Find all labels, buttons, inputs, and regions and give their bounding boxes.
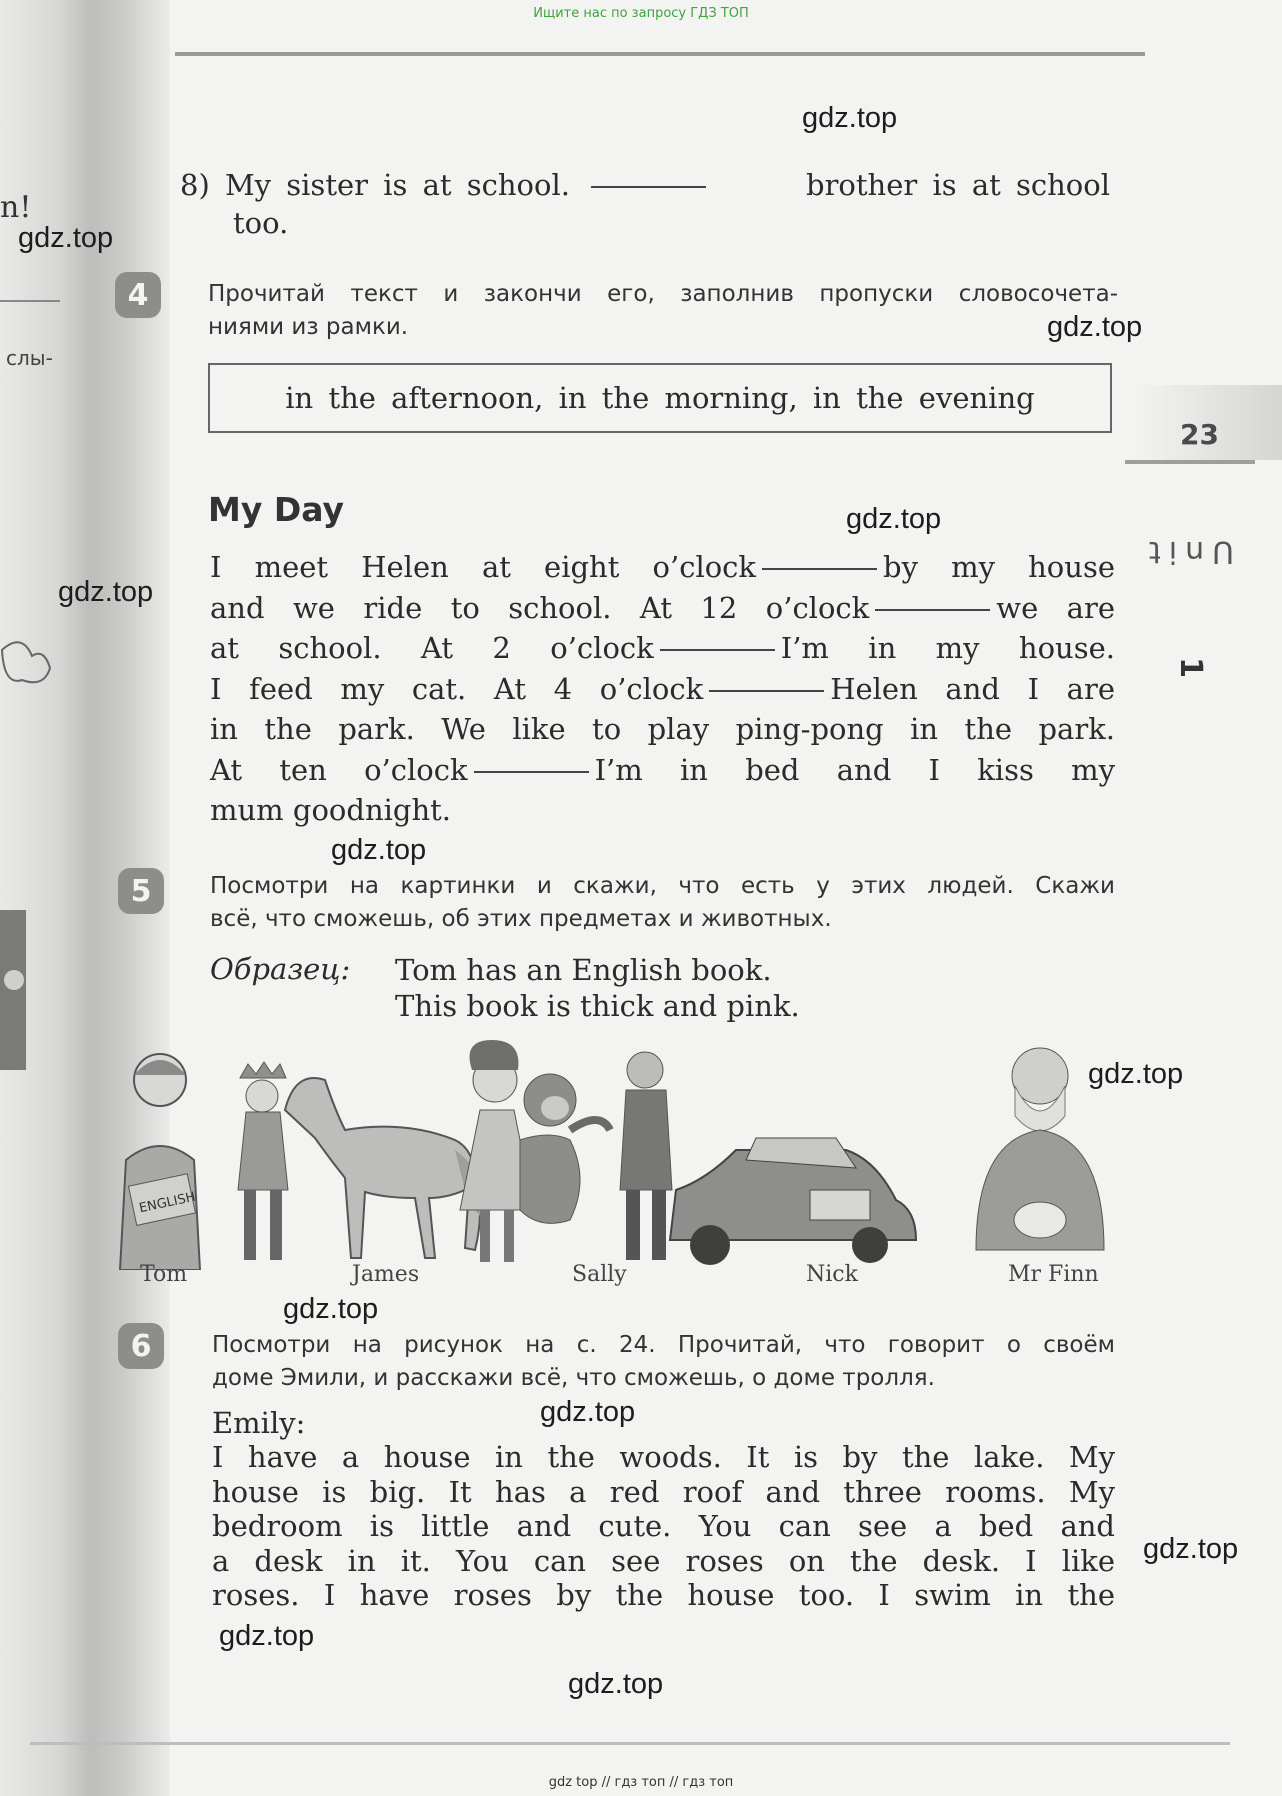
item-number: 8): [180, 168, 210, 202]
task-number-badge: 6: [118, 1323, 164, 1369]
tom-figure: [120, 1054, 200, 1270]
footer-note[interactable]: gdz top // гдз топ // гдз топ: [548, 1775, 734, 1790]
top-rule: [175, 52, 1145, 56]
story-line: and we ride to school. At 12 o’clock we are: [210, 590, 1115, 625]
name-label: Tom: [140, 1262, 188, 1287]
instruction-line: доме Эмили, и расскажи всё, что сможешь, о доме тролля.: [212, 1365, 935, 1391]
answer-blank[interactable]: [660, 649, 775, 651]
task-instruction: [208, 278, 1118, 344]
name-label: Mr Finn: [1008, 1262, 1099, 1287]
item-text: My sister is at school.: [224, 168, 570, 202]
answer-blank[interactable]: [474, 771, 589, 773]
answer-blank[interactable]: [875, 609, 990, 611]
text-line: roses. I have roses by the house too. I swim in the: [212, 1578, 1115, 1612]
watermark: gdz.top: [846, 503, 942, 535]
instruction-line: ниями из рамки.: [208, 314, 409, 340]
name-label: Nick: [806, 1262, 858, 1287]
horse-figure: [285, 1078, 485, 1258]
name-label: James: [352, 1262, 420, 1287]
car-figure: [670, 1138, 916, 1265]
story-line: At ten o’clock I’m in bed and I kiss my: [210, 752, 1115, 787]
story-title: My Day: [208, 490, 344, 529]
people-illustration: [110, 1040, 1130, 1270]
answer-blank[interactable]: [709, 690, 824, 692]
page-number: 23: [1180, 418, 1219, 451]
text-line: a desk in it. You can see roses on the desk. I like: [212, 1543, 1115, 1578]
story-line: I meet Helen at eight o’clock by my house: [210, 550, 1115, 584]
mr-finn-figure: [976, 1048, 1104, 1250]
text-line: I have a house in the woods. It is by the lake. My: [212, 1440, 1115, 1474]
unit-number: 1: [1172, 657, 1208, 678]
watermark: gdz.top: [1047, 311, 1143, 343]
answer-blank[interactable]: [762, 568, 877, 570]
bottom-rule: [30, 1742, 1230, 1745]
sample-text: [395, 952, 800, 1024]
watermark: gdz.top: [331, 834, 427, 866]
watermark: gdz.top: [219, 1620, 315, 1652]
task-instruction: [212, 1329, 1115, 1395]
word-box: in the afternoon, in the morning, in the evening: [208, 363, 1112, 433]
emily-text: [212, 1440, 1115, 1613]
answer-blank[interactable]: [591, 186, 706, 188]
story-line: mum goodnight.: [210, 793, 452, 827]
book-title: ENGLISH: [137, 1189, 197, 1217]
nick-figure: [620, 1052, 672, 1260]
sample-line: Tom has an English book.: [395, 953, 772, 987]
story-line: at school. At 2 o’clock I’m in my house.: [210, 631, 1115, 665]
story-line: in the park. We like to play ping-pong in the park.: [210, 712, 1115, 746]
left-page-fragment: слы-: [6, 346, 53, 370]
speaker-label: Emily:: [212, 1406, 306, 1440]
instruction-line: Посмотри на рисунок на с. 24. Прочитай, что говорит о своём: [212, 1332, 1115, 1358]
instruction-line: всё, что сможешь, об этих предметах и животных.: [210, 906, 832, 932]
left-page-rule: [0, 300, 60, 302]
watermark: gdz.top: [58, 576, 154, 608]
text-line: house is big. It has a red roof and three rooms. My: [212, 1474, 1115, 1509]
instruction-line: Прочитай текст и закончи его, заполнив пропуски словосочета-: [208, 281, 1118, 307]
watermark: gdz.top: [568, 1668, 664, 1700]
sample-label: Образец:: [210, 952, 351, 986]
page-number-rule: [1125, 460, 1255, 464]
story-text: [210, 547, 1115, 831]
exercise-item-8: [180, 168, 1110, 202]
unit-label: Unit: [1140, 534, 1235, 570]
watermark: gdz.top: [802, 102, 898, 134]
task-number-badge: 5: [118, 868, 164, 914]
watermark: gdz.top: [1088, 1058, 1184, 1090]
watermark: gdz.top: [540, 1396, 636, 1428]
story-line: I feed my cat. At 4 o’clock Helen and I are: [210, 671, 1115, 706]
item-text: too.: [233, 206, 289, 240]
watermark: gdz.top: [1143, 1533, 1239, 1565]
left-page-fragment: n!: [0, 190, 32, 225]
text-line: bedroom is little and cute. You can see a bed and: [212, 1509, 1115, 1543]
watermark: gdz.top: [283, 1293, 379, 1325]
left-page-illustration: [0, 610, 60, 1130]
instruction-line: Посмотри на картинки и скажи, что есть у этих людей. Скажи: [210, 873, 1115, 899]
header-note[interactable]: Ищите нас по запросу ГДЗ ТОП: [533, 6, 749, 21]
name-label: Sally: [572, 1262, 627, 1287]
sample-line: This book is thick and pink.: [395, 989, 800, 1023]
task-instruction: [210, 870, 1115, 936]
james-figure: [238, 1062, 288, 1260]
watermark: gdz.top: [18, 222, 114, 254]
task-number-badge: 4: [115, 272, 161, 318]
monkey-figure: [520, 1074, 610, 1223]
item-text: brother is at school: [806, 168, 1110, 202]
